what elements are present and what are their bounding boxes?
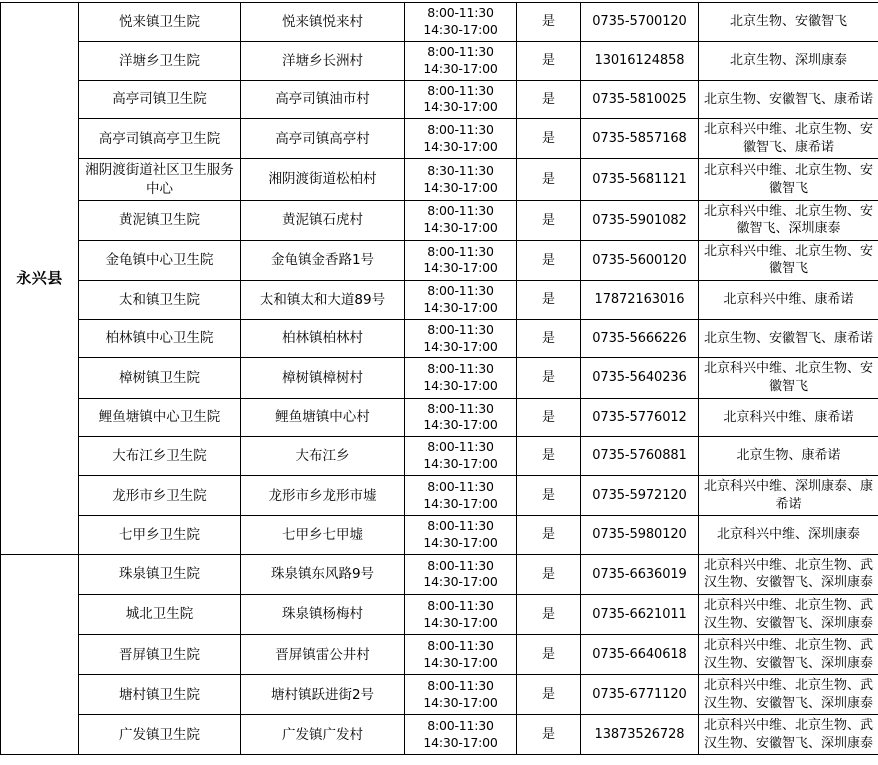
address-cell: 晋屏镇雷公井村 <box>241 635 405 675</box>
vaccine-types-cell: 北京科兴中维、北京生物、武汉生物、安徽智飞、深圳康泰 <box>699 715 878 755</box>
table-row <box>1 159 878 200</box>
vaccine-types-cell: 北京生物、康希诺 <box>699 437 878 476</box>
table-row <box>1 240 878 280</box>
vaccine-types-cell: 北京科兴中维、康希诺 <box>699 398 878 437</box>
walkin-cell: 是 <box>517 159 581 200</box>
address-cell: 太和镇太和大道89号 <box>241 280 405 319</box>
site-name-cell: 太和镇卫生院 <box>79 280 241 319</box>
site-name-cell: 七甲乡卫生院 <box>79 516 241 555</box>
table-container <box>0 2 878 755</box>
site-name-cell: 龙形市乡卫生院 <box>79 476 241 516</box>
phone-cell: 0735-5760881 <box>581 437 699 476</box>
address-cell: 悦来镇悦来村 <box>241 3 405 42</box>
walkin-cell: 是 <box>517 3 581 42</box>
address-cell: 湘阴渡街道松柏村 <box>241 159 405 200</box>
hours-cell: 8:30-11:30 14:30-17:00 <box>405 159 517 200</box>
walkin-cell: 是 <box>517 398 581 437</box>
vaccine-types-cell: 北京生物、深圳康泰 <box>699 41 878 80</box>
phone-cell: 0735-5810025 <box>581 80 699 119</box>
walkin-cell: 是 <box>517 119 581 159</box>
hours-cell: 8:00-11:30 14:30-17:00 <box>405 358 517 398</box>
address-cell: 七甲乡七甲墟 <box>241 516 405 555</box>
table-row <box>1 280 878 319</box>
vaccine-types-cell: 北京生物、安徽智飞 <box>699 3 878 42</box>
address-cell: 鲤鱼塘镇中心村 <box>241 398 405 437</box>
vaccine-types-cell: 北京科兴中维、深圳康泰 <box>699 516 878 555</box>
site-name-cell: 广发镇卫生院 <box>79 715 241 755</box>
walkin-cell: 是 <box>517 240 581 280</box>
phone-cell: 0735-6636019 <box>581 554 699 594</box>
phone-cell: 0735-6771120 <box>581 675 699 715</box>
phone-cell: 0735-5666226 <box>581 319 699 358</box>
address-cell: 广发镇广发村 <box>241 715 405 755</box>
walkin-cell: 是 <box>517 358 581 398</box>
address-cell: 大布江乡 <box>241 437 405 476</box>
hours-cell: 8:00-11:30 14:30-17:00 <box>405 675 517 715</box>
hours-cell: 8:00-11:30 14:30-17:00 <box>405 437 517 476</box>
hours-cell: 8:00-11:30 14:30-17:00 <box>405 200 517 240</box>
hours-cell: 8:00-11:30 14:30-17:00 <box>405 41 517 80</box>
vaccine-types-cell: 北京生物、安徽智飞、康希诺 <box>699 80 878 119</box>
table-row <box>1 41 878 80</box>
site-name-cell: 樟树镇卫生院 <box>79 358 241 398</box>
phone-cell: 0735-5700120 <box>581 3 699 42</box>
walkin-cell: 是 <box>517 200 581 240</box>
address-cell: 珠泉镇杨梅村 <box>241 595 405 635</box>
hours-cell: 8:00-11:30 14:30-17:00 <box>405 319 517 358</box>
phone-cell: 0735-5640236 <box>581 358 699 398</box>
phone-cell: 0735-5972120 <box>581 476 699 516</box>
phone-cell: 0735-6640618 <box>581 635 699 675</box>
hours-cell: 8:00-11:30 14:30-17:00 <box>405 516 517 555</box>
table-row <box>1 715 878 755</box>
walkin-cell: 是 <box>517 319 581 358</box>
vaccine-types-cell: 北京科兴中维、北京生物、武汉生物、安徽智飞、深圳康泰 <box>699 554 878 594</box>
hours-cell: 8:00-11:30 14:30-17:00 <box>405 595 517 635</box>
hours-cell: 8:00-11:30 14:30-17:00 <box>405 476 517 516</box>
table-row <box>1 3 878 42</box>
address-cell: 高亭司镇高亭村 <box>241 119 405 159</box>
site-name-cell: 洋塘乡卫生院 <box>79 41 241 80</box>
hours-cell: 8:00-11:30 14:30-17:00 <box>405 80 517 119</box>
site-name-cell: 高亭司镇卫生院 <box>79 80 241 119</box>
table-row <box>1 476 878 516</box>
site-name-cell: 高亭司镇高亭卫生院 <box>79 119 241 159</box>
hours-cell: 8:00-11:30 14:30-17:00 <box>405 398 517 437</box>
site-name-cell: 黄泥镇卫生院 <box>79 200 241 240</box>
address-cell: 樟树镇樟树村 <box>241 358 405 398</box>
walkin-cell: 是 <box>517 675 581 715</box>
site-name-cell: 塘村镇卫生院 <box>79 675 241 715</box>
walkin-cell: 是 <box>517 280 581 319</box>
walkin-cell: 是 <box>517 554 581 594</box>
site-name-cell: 鲤鱼塘镇中心卫生院 <box>79 398 241 437</box>
address-cell: 黄泥镇石虎村 <box>241 200 405 240</box>
county-cell <box>1 554 79 754</box>
address-cell: 高亭司镇油市村 <box>241 80 405 119</box>
vaccine-types-cell: 北京科兴中维、北京生物、武汉生物、安徽智飞、深圳康泰 <box>699 635 878 675</box>
vaccine-types-cell: 北京科兴中维、北京生物、安徽智飞 <box>699 159 878 200</box>
phone-cell: 13873526728 <box>581 715 699 755</box>
table-row <box>1 80 878 119</box>
address-cell: 柏林镇柏林村 <box>241 319 405 358</box>
phone-cell: 0735-5600120 <box>581 240 699 280</box>
county-cell: 永兴县 <box>1 3 79 555</box>
walkin-cell: 是 <box>517 80 581 119</box>
hours-cell: 8:00-11:30 14:30-17:00 <box>405 240 517 280</box>
table-row <box>1 675 878 715</box>
address-cell: 珠泉镇东风路9号 <box>241 554 405 594</box>
walkin-cell: 是 <box>517 476 581 516</box>
site-name-cell: 大布江乡卫生院 <box>79 437 241 476</box>
address-cell: 金龟镇金香路1号 <box>241 240 405 280</box>
table-row <box>1 595 878 635</box>
phone-cell: 0735-6621011 <box>581 595 699 635</box>
site-name-cell: 金龟镇中心卫生院 <box>79 240 241 280</box>
walkin-cell: 是 <box>517 715 581 755</box>
site-name-cell: 珠泉镇卫生院 <box>79 554 241 594</box>
walkin-cell: 是 <box>517 41 581 80</box>
vaccination-site-table <box>0 2 878 755</box>
table-row <box>1 319 878 358</box>
site-name-cell: 悦来镇卫生院 <box>79 3 241 42</box>
table-row <box>1 554 878 594</box>
address-cell: 洋塘乡长洲村 <box>241 41 405 80</box>
address-cell: 龙形市乡龙形市墟 <box>241 476 405 516</box>
hours-cell: 8:00-11:30 14:30-17:00 <box>405 280 517 319</box>
phone-cell: 0735-5776012 <box>581 398 699 437</box>
table-row <box>1 200 878 240</box>
hours-cell: 8:00-11:30 14:30-17:00 <box>405 119 517 159</box>
phone-cell: 0735-5901082 <box>581 200 699 240</box>
table-row <box>1 398 878 437</box>
hours-cell: 8:00-11:30 14:30-17:00 <box>405 715 517 755</box>
phone-cell: 0735-5980120 <box>581 516 699 555</box>
table-row <box>1 437 878 476</box>
vaccine-types-cell: 北京科兴中维、北京生物、安徽智飞 <box>699 240 878 280</box>
vaccine-types-cell: 北京科兴中维、北京生物、安徽智飞 <box>699 358 878 398</box>
vaccine-types-cell: 北京科兴中维、北京生物、安徽智飞、康希诺 <box>699 119 878 159</box>
vaccine-types-cell: 北京科兴中维、北京生物、武汉生物、安徽智飞、深圳康泰 <box>699 675 878 715</box>
table-row <box>1 635 878 675</box>
vaccine-types-cell: 北京科兴中维、康希诺 <box>699 280 878 319</box>
table-body <box>1 3 878 755</box>
walkin-cell: 是 <box>517 595 581 635</box>
walkin-cell: 是 <box>517 437 581 476</box>
site-name-cell: 晋屏镇卫生院 <box>79 635 241 675</box>
hours-cell: 8:00-11:30 14:30-17:00 <box>405 635 517 675</box>
vaccine-types-cell: 北京科兴中维、北京生物、武汉生物、安徽智飞、深圳康泰 <box>699 595 878 635</box>
walkin-cell: 是 <box>517 635 581 675</box>
hours-cell: 8:00-11:30 14:30-17:00 <box>405 554 517 594</box>
walkin-cell: 是 <box>517 516 581 555</box>
phone-cell: 17872163016 <box>581 280 699 319</box>
table-row <box>1 119 878 159</box>
phone-cell: 0735-5681121 <box>581 159 699 200</box>
site-name-cell: 柏林镇中心卫生院 <box>79 319 241 358</box>
phone-cell: 13016124858 <box>581 41 699 80</box>
vaccine-types-cell: 北京生物、安徽智飞、康希诺 <box>699 319 878 358</box>
table-row <box>1 516 878 555</box>
vaccine-types-cell: 北京科兴中维、深圳康泰、康希诺 <box>699 476 878 516</box>
phone-cell: 0735-5857168 <box>581 119 699 159</box>
address-cell: 塘村镇跃进街2号 <box>241 675 405 715</box>
table-row <box>1 358 878 398</box>
site-name-cell: 湘阴渡街道社区卫生服务中心 <box>79 159 241 200</box>
site-name-cell: 城北卫生院 <box>79 595 241 635</box>
vaccine-types-cell: 北京科兴中维、北京生物、安徽智飞、深圳康泰 <box>699 200 878 240</box>
hours-cell: 8:00-11:30 14:30-17:00 <box>405 3 517 42</box>
